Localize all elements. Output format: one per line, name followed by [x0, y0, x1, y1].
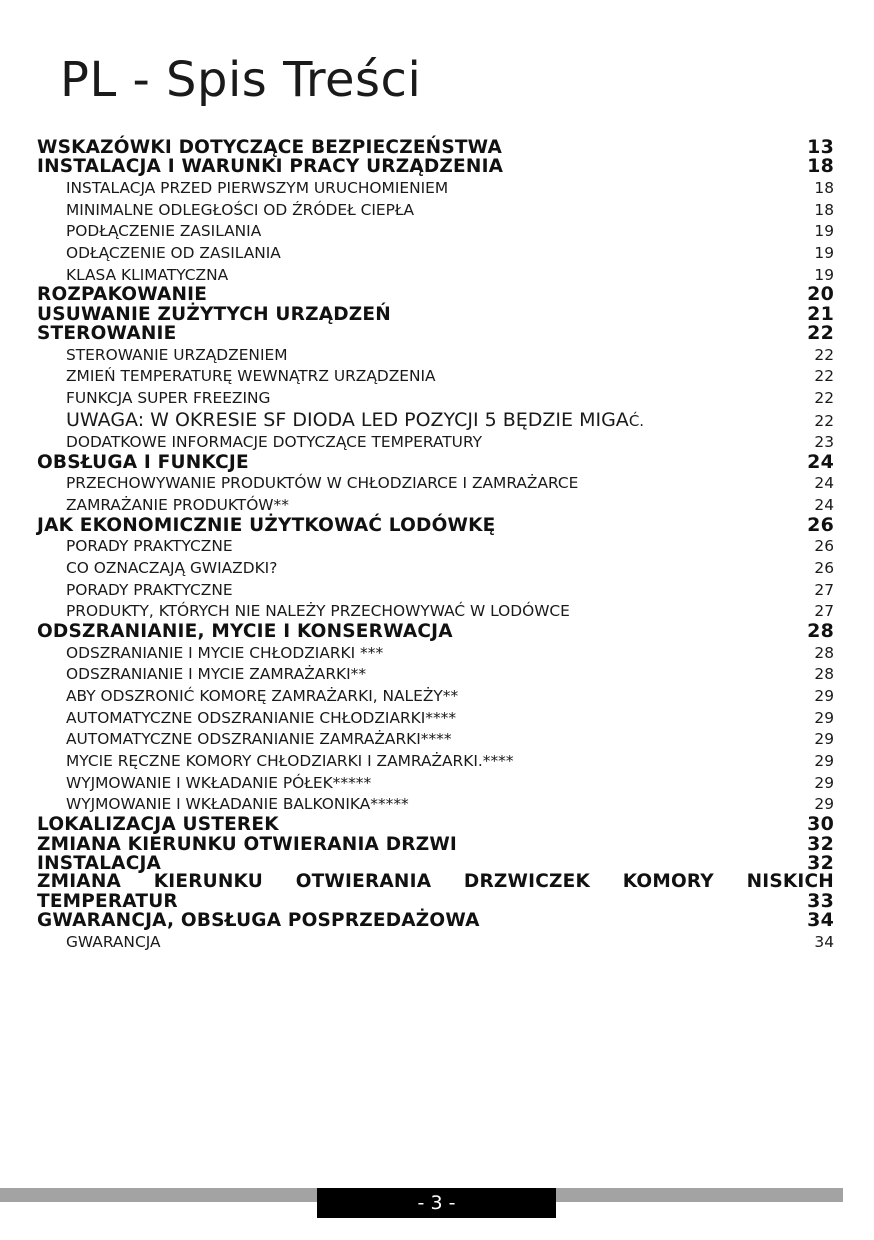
toc-subsection[interactable] [37, 535, 834, 557]
toc-subsection-label: PODŁĄCZENIE ZASILANIA [66, 222, 262, 241]
table-of-contents [37, 138, 834, 952]
toc-page-number: 24 [814, 474, 834, 493]
toc-page-number: 28 [814, 665, 834, 684]
toc-section-label: ODSZRANIANIE, MYCIE I KONSERWACJA [37, 621, 453, 643]
toc-subsection-label: INSTALACJA PRZED PIERWSZYM URUCHOMIENIEM [66, 178, 449, 197]
toc-page-number: 24 [814, 496, 834, 515]
toc-page-number: 23 [814, 433, 834, 452]
toc-subsection[interactable] [37, 177, 834, 199]
toc-page-number: 22 [814, 367, 834, 386]
toc-page-number: 28 [814, 643, 834, 662]
toc-page-number: 22 [814, 345, 834, 364]
toc-subsection-label: KLASA KLIMATYCZNA [66, 265, 229, 284]
toc-subsection-label: ODŁĄCZENIE OD ZASILANIA [66, 243, 281, 262]
toc-subsection[interactable] [37, 728, 834, 750]
toc-subsection-label: ZAMRAŻANIE PRODUKTÓW** [66, 496, 289, 515]
toc-section[interactable] [37, 873, 834, 891]
toc-subsection[interactable] [37, 264, 834, 286]
toc-subsection-label: PRZECHOWYWANIE PRODUKTÓW W CHŁODZIARCE I ZAMRAŻARCE [66, 474, 579, 493]
toc-page-number: 26 [814, 558, 834, 577]
toc-subsection-label: ODSZRANIANIE I MYCIE CHŁODZIARKI *** [66, 643, 384, 662]
toc-page-number: 21 [807, 302, 834, 325]
toc-subsection[interactable] [37, 220, 834, 242]
toc-subsection-label: MINIMALNE ODLEGŁOŚCI OD ŹRÓDEŁ CIEPŁA [66, 200, 415, 219]
toc-section-label: LOKALIZACJA USTEREK [37, 814, 279, 836]
toc-word: DRZWICZEK [463, 871, 590, 893]
toc-subsection[interactable] [37, 663, 834, 685]
toc-subsection-label: FUNKCJA SUPER FREEZING [66, 388, 271, 407]
toc-page-number: 32 [807, 851, 834, 874]
toc-subsection[interactable] [37, 579, 834, 601]
toc-subsection-label: GWARANCJA [66, 932, 161, 951]
toc-section-label: USUWANIE ZUŻYTYCH URZĄDZEŃ [37, 303, 391, 325]
toc-page-number: 29 [814, 686, 834, 705]
toc-section[interactable] [37, 138, 834, 157]
toc-section-label: ZMIANA KIERUNKU OTWIERANIA DRZWI [37, 833, 458, 855]
toc-subsection[interactable] [37, 409, 834, 432]
toc-subsection[interactable] [37, 685, 834, 707]
toc-subsection-label [66, 410, 644, 432]
toc-subsection[interactable] [37, 642, 834, 664]
toc-section[interactable] [37, 285, 834, 304]
toc-subsection-label: AUTOMATYCZNE ODSZRANIANIE ZAMRAŻARKI**** [66, 730, 452, 749]
toc-subsection[interactable] [37, 199, 834, 221]
toc-page-number: 19 [814, 222, 834, 241]
toc-word: ZMIANA [37, 871, 122, 893]
toc-page-number: 34 [814, 932, 834, 951]
toc-section[interactable] [37, 302, 834, 325]
page-number: - 3 - [317, 1188, 556, 1218]
toc-section[interactable] [37, 911, 834, 930]
toc-subsection[interactable] [37, 750, 834, 772]
toc-word: KOMORY [622, 871, 714, 893]
toc-page-number: 13 [807, 136, 834, 158]
toc-page-number: 29 [814, 752, 834, 771]
toc-section[interactable] [37, 157, 834, 176]
toc-page-number: 18 [814, 178, 834, 197]
toc-subsection-label: PRODUKTY, KTÓRYCH NIE NALEŻY PRZECHOWYWAĆ W LODÓWCE [66, 602, 570, 621]
toc-word: OTWIERANIA [295, 871, 432, 893]
toc-page-number: 32 [807, 832, 834, 855]
toc-section-label: ROZPAKOWANIE [37, 284, 208, 306]
toc-subsection[interactable] [37, 242, 834, 264]
toc-page-number: 29 [814, 773, 834, 792]
toc-page-number: 29 [814, 708, 834, 727]
toc-section-label: INSTALACJA [37, 852, 162, 874]
toc-page-number: 28 [807, 620, 834, 643]
toc-page-number: 24 [807, 451, 834, 474]
toc-page-number: 26 [807, 513, 834, 536]
toc-section-label: JAK EKONOMICZNIE UŻYTKOWAĆ LODÓWKĘ [37, 514, 496, 536]
toc-subsection-label: ABY ODSZRONIĆ KOMORĘ ZAMRAŻARKI, NALEŻY** [66, 686, 459, 705]
toc-page-number: 22 [814, 388, 834, 407]
toc-page-number: 33 [807, 889, 834, 912]
toc-page-number: 30 [807, 813, 834, 836]
toc-section[interactable] [37, 453, 834, 472]
toc-subsection-label: PORADY PRAKTYCZNE [66, 580, 233, 599]
toc-page-number: 19 [814, 243, 834, 262]
toc-subsection-label: MYCIE RĘCZNE KOMORY CHŁODZIARKI I ZAMRAŻARKI.**** [66, 752, 514, 771]
toc-section[interactable] [37, 815, 834, 834]
toc-subsection-label: DODATKOWE INFORMACJE DOTYCZĄCE TEMPERATURY [66, 433, 483, 452]
toc-section-label: GWARANCJA, OBSŁUGA POSPRZEDAŻOWA [37, 910, 480, 932]
toc-subsection[interactable] [37, 931, 834, 953]
toc-page-number: 26 [814, 537, 834, 556]
toc-subsection-label: STEROWANIE URZĄDZENIEM [66, 345, 288, 364]
toc-subsection-label: ZMIEŃ TEMPERATURĘ WEWNĄTRZ URZĄDZENIA [66, 367, 436, 386]
toc-subsection-label: ODSZRANIANIE I MYCIE ZAMRAŻARKI** [66, 665, 367, 684]
toc-page-number: 18 [814, 200, 834, 219]
toc-subsection[interactable] [37, 365, 834, 387]
toc-subsection[interactable] [37, 772, 834, 794]
toc-subsection-label: AUTOMATYCZNE ODSZRANIANIE CHŁODZIARKI**** [66, 708, 457, 727]
toc-page-number: 22 [807, 322, 834, 345]
toc-subsection[interactable] [37, 793, 834, 815]
toc-section-label-justified [37, 873, 834, 891]
toc-section[interactable] [37, 513, 834, 536]
toc-section[interactable] [37, 889, 834, 912]
toc-page-number: 34 [807, 909, 834, 932]
toc-subsection-label: PORADY PRAKTYCZNE [66, 537, 233, 556]
page-title: PL - Spis Treści [60, 52, 422, 108]
toc-section-label: OBSŁUGA I FUNKCJE [37, 452, 249, 474]
toc-subsection-label-tail: Ć. [628, 411, 645, 430]
toc-page-number: 20 [807, 283, 834, 306]
toc-word: KIERUNKU [153, 871, 263, 893]
toc-page-number: 27 [814, 580, 834, 599]
toc-subsection-label: WYJMOWANIE I WKŁADANIE BALKONIKA***** [66, 795, 409, 814]
toc-page-number: 29 [814, 795, 834, 814]
toc-subsection[interactable] [37, 472, 834, 494]
toc-page-number: 27 [814, 602, 834, 621]
toc-subsection[interactable] [37, 494, 834, 516]
toc-word: NISKICH [746, 871, 834, 893]
toc-section[interactable] [37, 324, 834, 343]
toc-subsection-label: WYJMOWANIE I WKŁADANIE PÓŁEK***** [66, 773, 372, 792]
toc-subsection[interactable] [37, 431, 834, 453]
toc-section-label: WSKAZÓWKI DOTYCZĄCE BEZPIECZEŃSTWA [37, 137, 502, 158]
toc-section[interactable] [37, 832, 834, 855]
toc-subsection-label-main: UWAGA: W OKRESIE SF DIODA LED POZYCJI 5 BĘDZIE MIGA [66, 408, 629, 431]
toc-subsection[interactable] [37, 344, 834, 366]
toc-page-number: 18 [807, 155, 834, 178]
toc-subsection[interactable] [37, 387, 834, 409]
toc-page-number: 29 [814, 730, 834, 749]
toc-section-label: TEMPERATUR [37, 890, 178, 912]
toc-section-label: STEROWANIE [37, 323, 177, 345]
toc-subsection[interactable] [37, 557, 834, 579]
toc-page-number: 22 [814, 411, 834, 430]
toc-subsection[interactable] [37, 707, 834, 729]
toc-page-number: 19 [814, 265, 834, 284]
toc-subsection[interactable] [37, 600, 834, 622]
toc-section[interactable] [37, 622, 834, 641]
toc-section-label: INSTALACJA I WARUNKI PRACY URZĄDZENIA [37, 156, 504, 178]
toc-subsection-label: CO OZNACZAJĄ GWIAZDKI? [66, 558, 278, 577]
